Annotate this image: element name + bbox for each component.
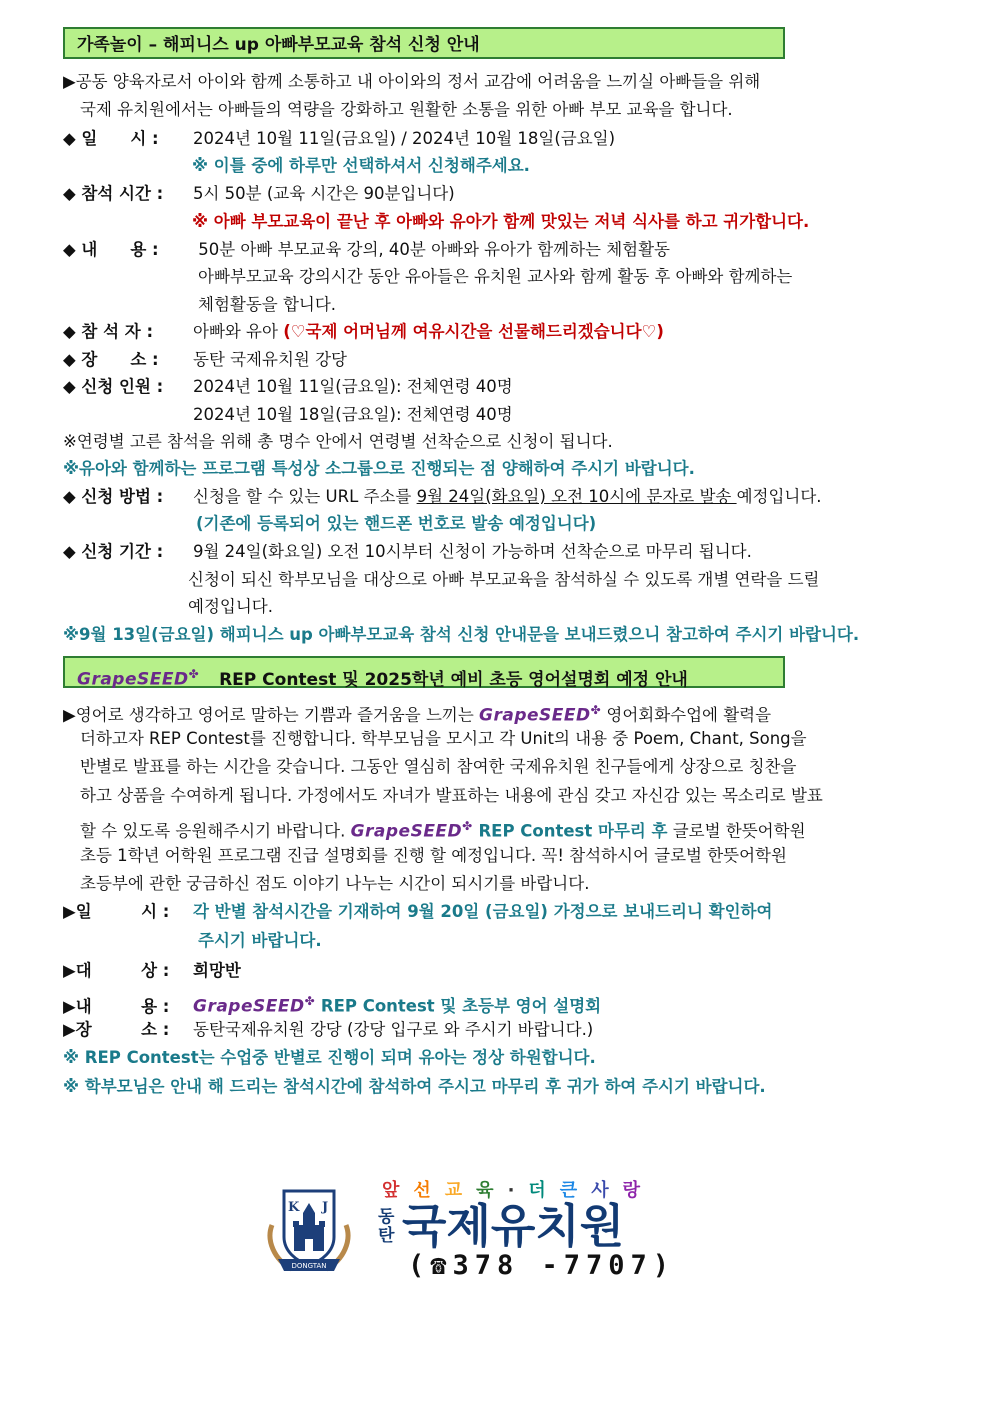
method-row	[63, 486, 822, 508]
s2-place-value: 동탄국제유치원 강당 (강당 입구로 와 주시기 바랍니다.)	[193, 1020, 594, 1039]
date-value: 2024년 10월 11일(금요일) / 2024년 10월 18일(금요일)	[193, 129, 616, 148]
school-name: 국제유치원	[402, 1199, 625, 1253]
s2-date-value: 각 반별 참석시간을 기재하여 9월 20일 (금요일) 가정으로 보내드리니 확인하여	[193, 902, 773, 921]
s2-place-label: ▶장 소 :	[63, 1020, 170, 1039]
attendee-note: (♡국제 어머님께 여유시간을 선물해드리겠습니다♡)	[283, 322, 664, 341]
section2-p1-a: ▶영어로 생각하고 영어로 말하는 기쁨과 즐거움을 느끼는	[63, 705, 480, 725]
s2-target-label: ▶대 상 :	[63, 961, 170, 980]
attendee-row	[63, 321, 664, 343]
place-label: ◆ 장 소 :	[63, 350, 159, 369]
section2-title: REP Contest 및 2025학년 예비 초등 영어설명회 예정 안내	[219, 669, 688, 690]
school-phone: (☎378 -7707)	[408, 1250, 676, 1281]
section2-p4: 하고 상품을 수여하게 됩니다. 가정에서도 자녀가 발표하는 내용에 관심 갖고 자신감 있는 목소리로 발표	[80, 786, 823, 805]
method-note: (기존에 등록되어 있는 핸드폰 번호로 발송 예정입니다)	[196, 514, 597, 533]
method-value-b: 예정입니다.	[736, 487, 822, 506]
time-label: ◆ 참석 시간 :	[63, 184, 164, 203]
section2-p3: 반별로 발표를 하는 시간을 갖습니다. 그동안 열심히 참여한 국제유치원 친구들에게 상장으로 칭찬을	[80, 757, 797, 776]
content-row	[63, 239, 670, 261]
time-value: 5시 50분 (교육 시간은 90분입니다)	[193, 184, 455, 203]
section2-title-box	[63, 656, 785, 688]
content-line2: 아빠부모교육 강의시간 동안 유아들은 유치원 교사와 함께 활동 후 아빠와 함께하는	[198, 267, 793, 286]
section1-note-1: ※연령별 고른 참석을 위해 총 명수 안에서 연령별 선착순으로 신청이 됩니다.	[63, 432, 613, 451]
period-line3: 예정입니다.	[188, 597, 273, 616]
date-label: ◆ 일 시 :	[63, 129, 159, 148]
capacity-row	[63, 376, 513, 398]
slogan-char: 앞	[382, 1180, 400, 1201]
section1-note-2: ※유아와 함께하는 프로그램 특성상 소그룹으로 진행되는 점 양해하여 주시기 바랍니다.	[63, 459, 695, 478]
slogan-char: 교	[444, 1180, 463, 1201]
s2-note-2: ※ 학부모님은 안내 해 드리는 참석시간에 참석하여 주시고 마무리 후 귀가 하여 주시기 바랍니다.	[63, 1077, 766, 1096]
place-row	[63, 349, 347, 371]
method-label: ◆ 신청 방법 :	[63, 487, 164, 506]
svg-text:J: J	[322, 1200, 329, 1215]
section1-intro-line1: ▶공동 양육자로서 아이와 함께 소통하고 내 아이와의 정서 교감에 어려움을 느끼실 아빠들을 위해	[63, 72, 761, 91]
s2-date-row	[63, 901, 772, 923]
slogan-char: ·	[507, 1180, 515, 1201]
s2-target-value: 희망반	[193, 961, 241, 980]
attendee-value: 아빠와 유아	[193, 322, 284, 341]
section2-p6: 초등 1학년 어학원 프로그램 진급 설명회를 진행 할 예정입니다. 꼭! 참석하시어 글로벌 한뜻어학원	[80, 846, 787, 865]
attendee-label: ◆ 참 석 자 :	[63, 322, 154, 341]
school-prefix	[378, 1208, 400, 1248]
date-note: ※ 이틀 중에 하루만 선택하셔서 신청해주세요.	[192, 156, 530, 175]
slogan-char: 사	[591, 1180, 609, 1201]
s2-content-row	[63, 990, 601, 1018]
slogan-char: 육	[476, 1180, 494, 1201]
section1-title: 가족놀이 – 해피니스 up 아빠부모교육 참석 신청 안내	[63, 27, 785, 59]
school-emblem	[264, 1185, 354, 1277]
section2-p1	[63, 699, 771, 727]
section1-footnote: ※9월 13일(금요일) 해피니스 up 아빠부모교육 참석 신청 안내문을 보내드렸으니 참고하여 주시기 바랍니다.	[63, 625, 860, 644]
section2-p5-a: 할 수 있도록 응원해주시기 바랍니다.	[80, 821, 351, 841]
slogan-char: 선	[413, 1180, 431, 1201]
svg-text:K: K	[288, 1200, 300, 1215]
slogan-char: 더	[528, 1180, 546, 1201]
time-note: ※ 아빠 부모교육이 끝난 후 아빠와 유아가 함께 맛있는 저녁 식사를 하고 귀가합니다.	[192, 212, 810, 231]
place-value: 동탄 국제유치원 강당	[193, 350, 347, 369]
section2-p7: 초등부에 관한 궁금하신 점도 이야기 나누는 시간이 되시기를 바랍니다.	[80, 874, 590, 893]
s2-date-label: ▶일 시 :	[63, 902, 170, 921]
section2-p5-teal: REP Contest 마무리 후	[472, 821, 668, 841]
period-label: ◆ 신청 기간 :	[63, 542, 164, 561]
school-prefix-bottom: 탄	[378, 1226, 395, 1246]
emblem-icon	[264, 1185, 354, 1277]
grapeseed-logo-inline-1: GrapeSEED✤	[479, 703, 602, 726]
date-row	[63, 128, 615, 150]
s2-target-row	[63, 960, 241, 982]
school-prefix-top: 동	[378, 1207, 395, 1227]
section2-p1-b: 영어회화수업에 활력을	[601, 705, 772, 725]
emblem-ribbon-text: DONGTAN	[291, 1262, 327, 1270]
period-value: 9월 24일(화요일) 오전 10시부터 신청이 가능하며 선착순으로 마무리 됩니다.	[193, 542, 752, 561]
s2-content-value: REP Contest 및 초등부 영어 설명회	[315, 996, 602, 1016]
grapeseed-logo-inline-2: GrapeSEED✤	[350, 819, 473, 842]
method-value-a: 신청을 할 수 있는 URL 주소를	[193, 487, 417, 506]
section2-p5-b: 글로벌 한뜻어학원	[667, 821, 806, 841]
method-value-underlined: 9월 24일(화요일) 오전 10시에 문자로 발송	[416, 487, 737, 506]
section1-intro-line2: 국제 유치원에서는 아빠들의 역량을 강화하고 원활한 소통을 위한 아빠 부모 교육을 합니다.	[80, 100, 733, 119]
s2-place-row	[63, 1019, 593, 1041]
content-value: 50분 아빠 부모교육 강의, 40분 아빠와 유아가 함께하는 체험활동	[193, 240, 670, 259]
s2-note-1: ※ REP Contest는 수업중 반별로 진행이 되며 유아는 정상 하원합니다.	[63, 1048, 596, 1067]
section2-p5	[80, 815, 806, 843]
grapeseed-logo: GrapeSEED✤	[77, 667, 200, 690]
slogan-char: 큰	[559, 1180, 578, 1201]
capacity-value-2: 2024년 10월 18일(금요일): 전체연령 40명	[193, 405, 513, 424]
content-line3: 체험활동을 합니다.	[198, 295, 337, 314]
period-line2: 신청이 되신 학부모님을 대상으로 아빠 부모교육을 참석하실 수 있도록 개별 연락을 드릴	[188, 570, 820, 589]
s2-content-label: ▶내 용 :	[63, 996, 170, 1016]
time-row	[63, 183, 455, 205]
grapeseed-logo-inline-3: GrapeSEED✤	[193, 994, 316, 1017]
capacity-label: ◆ 신청 인원 :	[63, 377, 164, 396]
slogan-char: 랑	[622, 1180, 640, 1201]
s2-date-line2: 주시기 바랍니다.	[198, 931, 322, 950]
section2-p2: 더하고자 REP Contest를 진행합니다. 학부모님을 모시고 각 Unit의 내용 중 Poem, Chant, Song을	[80, 729, 807, 748]
capacity-value-1: 2024년 10월 11일(금요일): 전체연령 40명	[193, 377, 513, 396]
content-label: ◆ 내 용 :	[63, 240, 159, 259]
period-row	[63, 541, 752, 563]
